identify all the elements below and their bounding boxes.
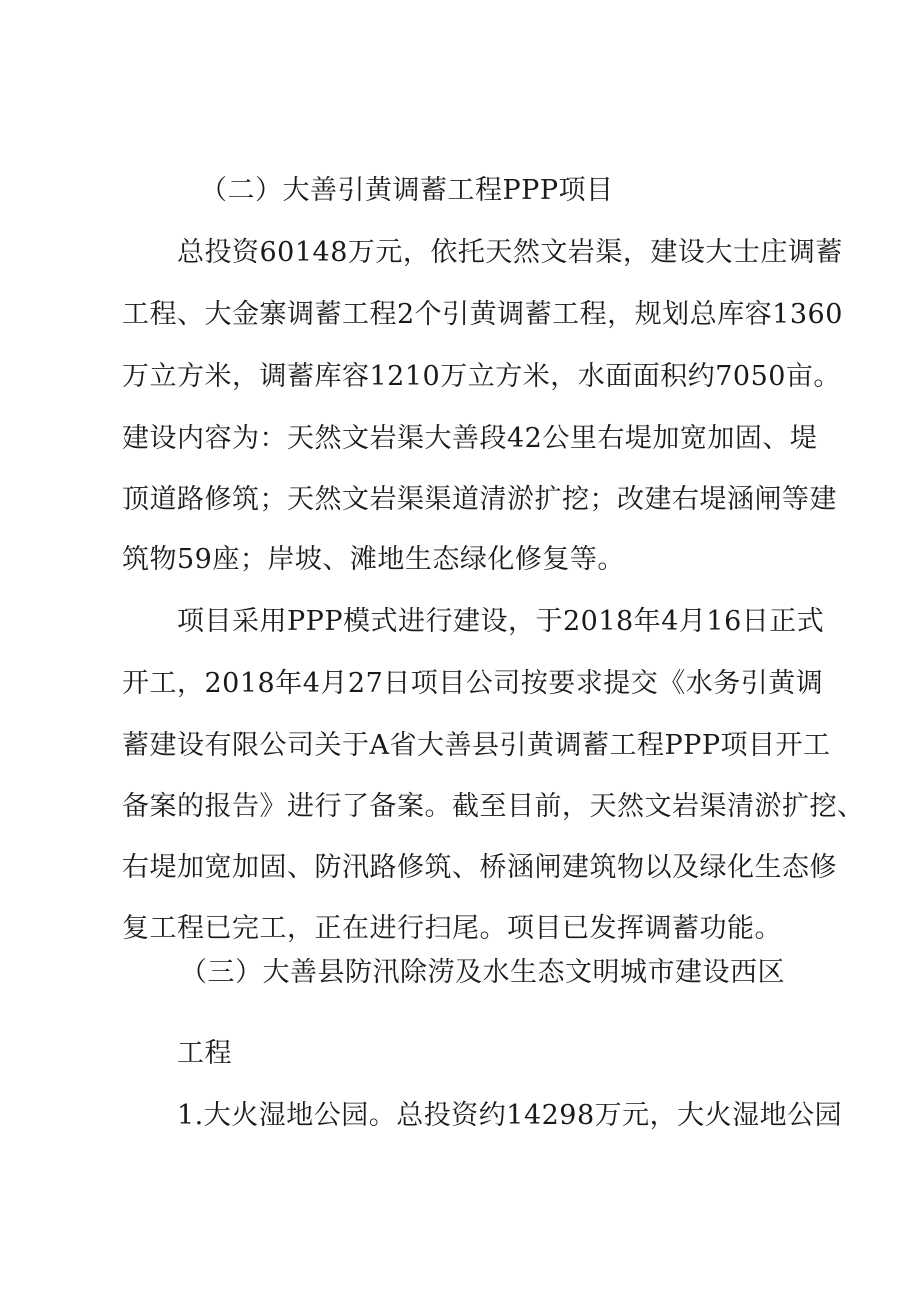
paragraph-2-line-5: 右堤加宽加固、防汛路修筑、桥涵闸建筑物以及绿化生态修 (122, 852, 837, 883)
paragraph-1-line-1: 总投资60148万元，依托天然文岩渠，建设大士庄调蓄 (177, 237, 843, 268)
paragraph-2-line-4: 备案的报告》进行了备案。截至目前，天然文岩渠清淤扩挖、 (122, 791, 865, 822)
paragraph-1-line-6: 筑物59座；岸坡、滩地生态绿化修复等。 (122, 544, 625, 575)
section-heading-2: （二）大善引黄调蓄工程PPP项目 (200, 175, 614, 206)
paragraph-1-line-3: 万立方米，调蓄库容1210万立方米，水面面积约7050亩。 (122, 361, 841, 392)
paragraph-2-line-6: 复工程已完工，正在进行扫尾。项目已发挥调蓄功能。 (122, 913, 782, 944)
paragraph-1-line-5: 顶道路修筑；天然文岩渠渠道清淤扩挖；改建右堤涵闸等建 (122, 484, 837, 515)
paragraph-2-line-2: 开工，2018年4月27日项目公司按要求提交《水务引黄调 (122, 668, 824, 699)
section-heading-3: （三）大善县防汛除涝及水生态文明城市建设西区 (180, 957, 785, 988)
item-1-line-1: 1.大火湿地公园。总投资约14298万元，大火湿地公园 (177, 1100, 843, 1131)
paragraph-1-line-2: 工程、大金寨调蓄工程2个引黄调蓄工程，规划总库容1360 (122, 299, 843, 330)
paragraph-2-line-3: 蓄建设有限公司关于A省大善县引黄调蓄工程PPP项目开工 (122, 730, 831, 761)
paragraph-2-line-1: 项目采用PPP模式进行建设，于2018年4月16日正式 (177, 606, 825, 637)
section-heading-3-continued: 工程 (177, 1038, 232, 1069)
paragraph-1-line-4: 建设内容为：天然文岩渠大善段42公里右堤加宽加固、堤 (122, 423, 818, 454)
